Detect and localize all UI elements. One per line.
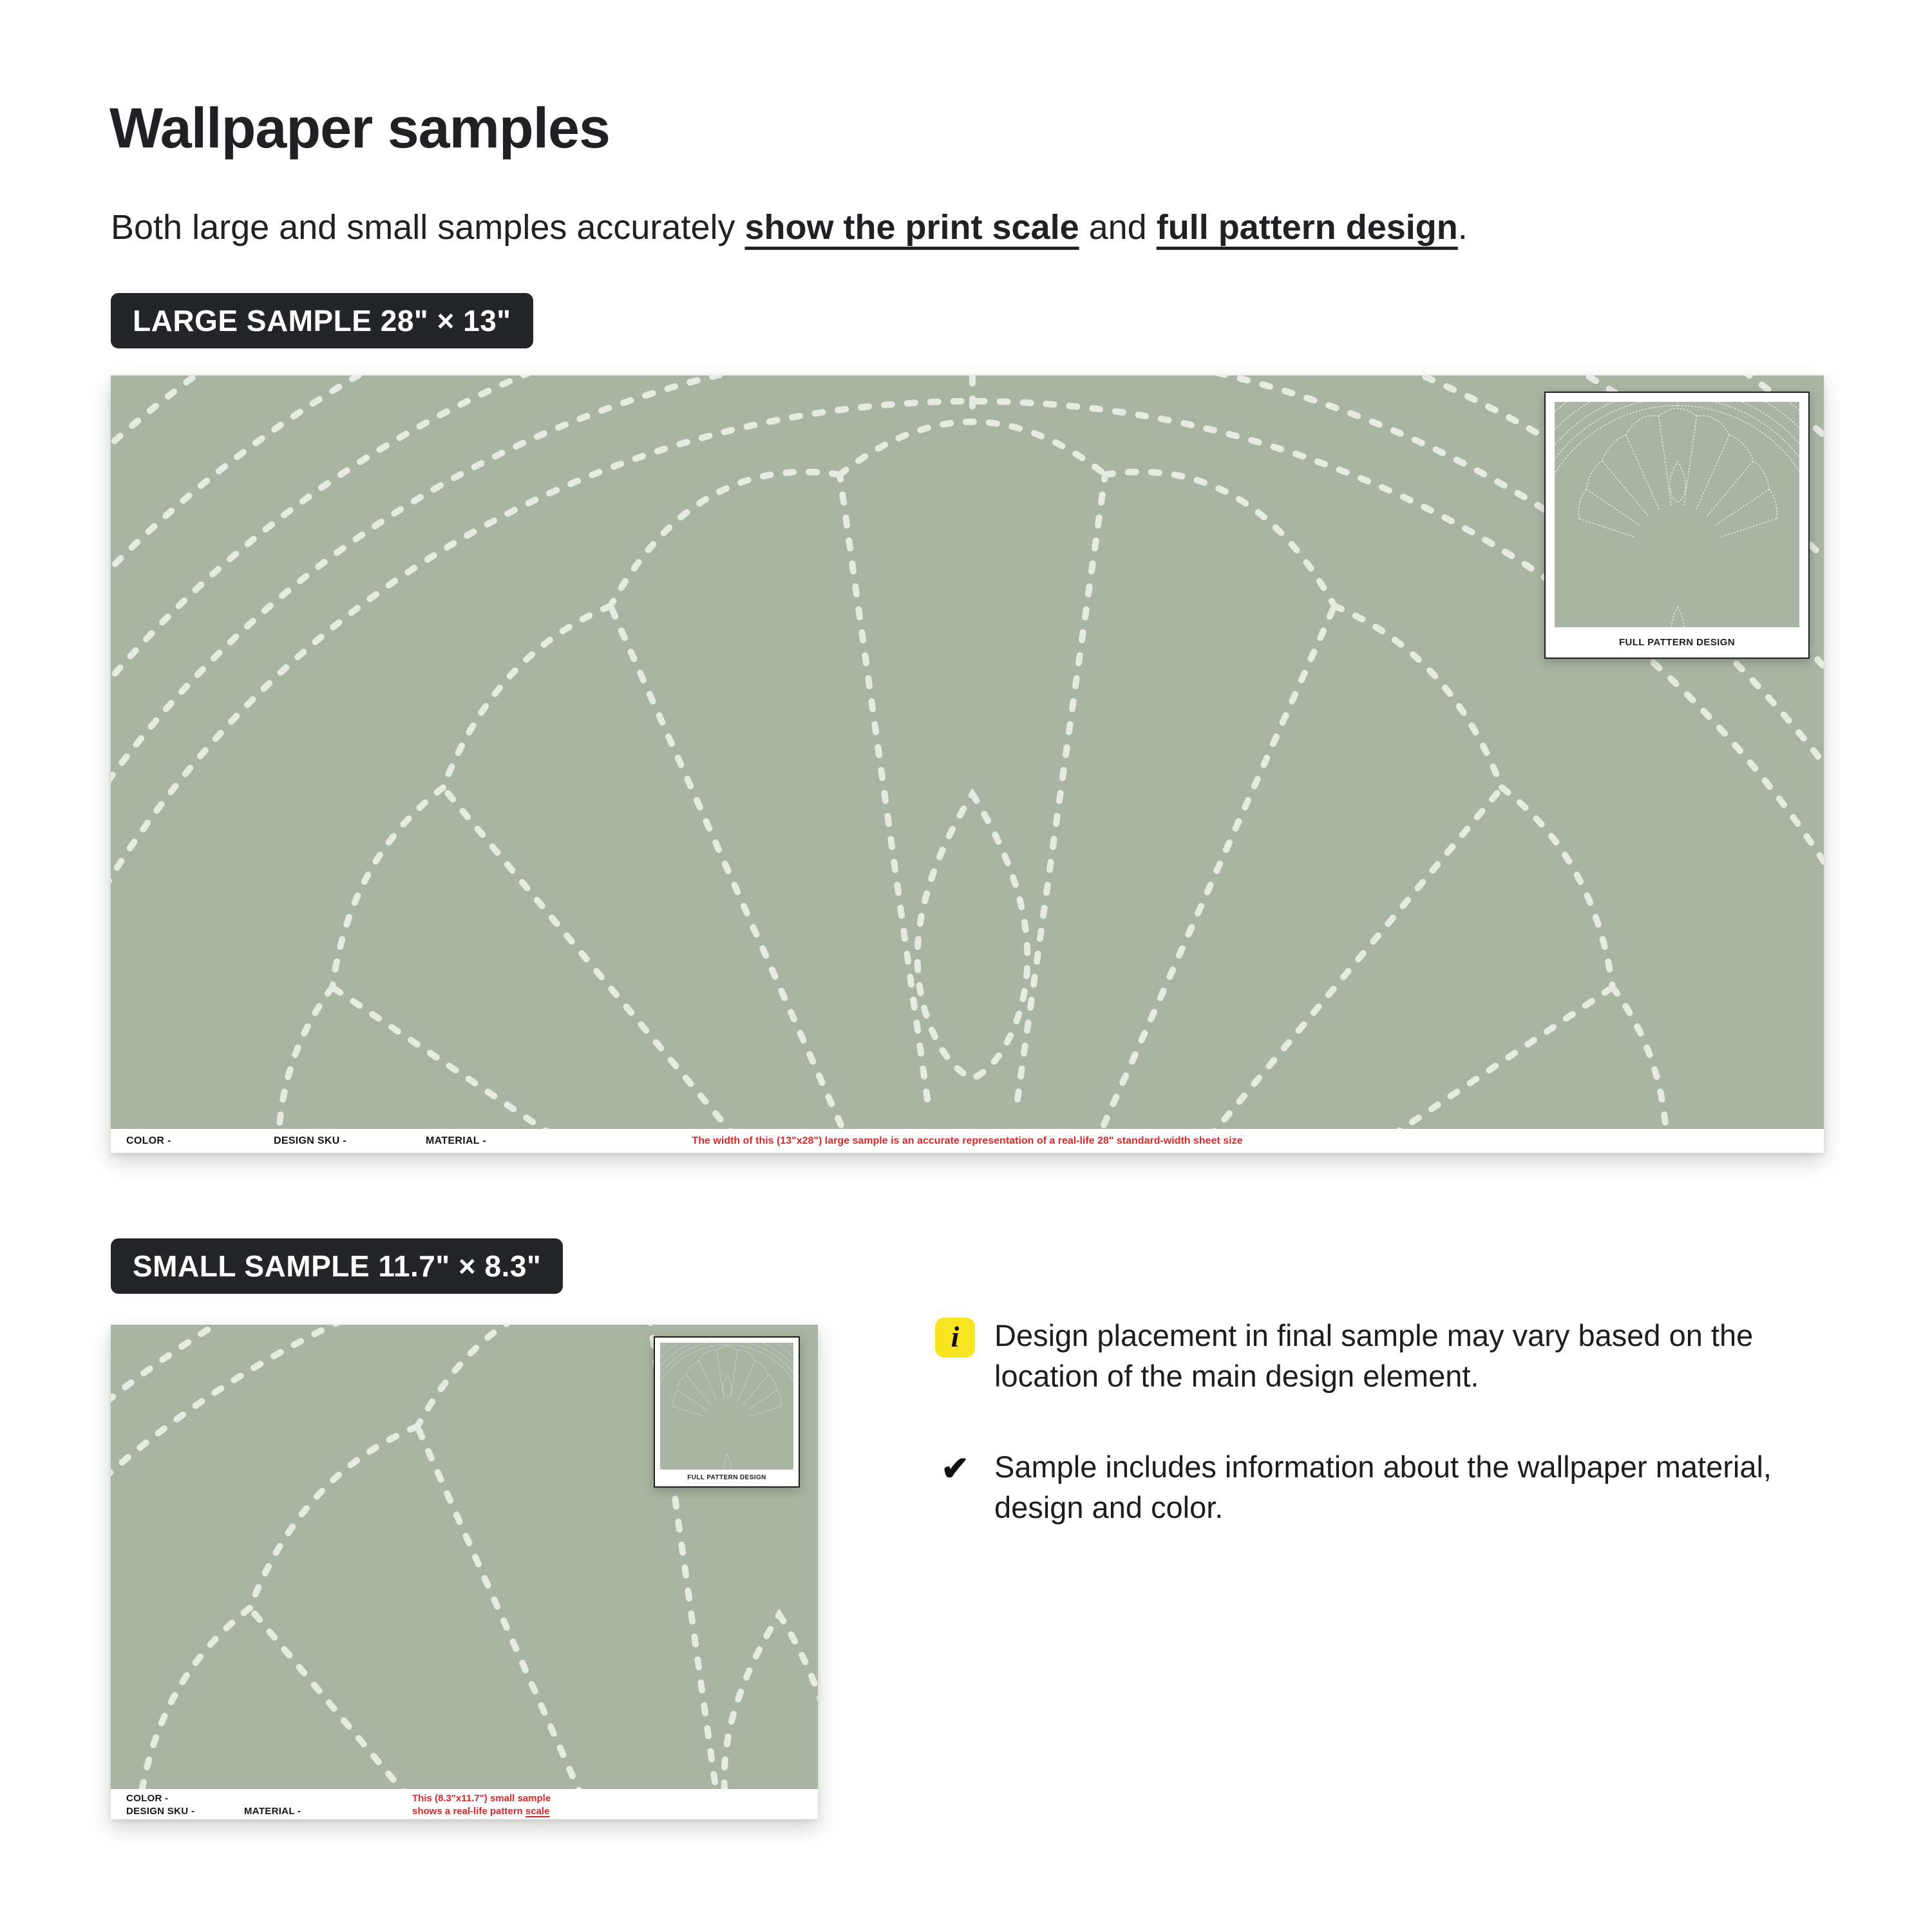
note-text: Design placement in final sample may vary based on the location of the main design element. [994, 1318, 1754, 1393]
note-text: Sample includes information about the wallpaper material, design and color. [994, 1450, 1772, 1524]
notes-column [935, 1315, 1837, 1578]
large-sample-badge: LARGE SAMPLE 28" × 13" [111, 293, 533, 348]
info-icon: i [935, 1318, 975, 1358]
color-label: COLOR - [126, 1793, 169, 1804]
subtitle-text: . [1457, 208, 1468, 247]
small-sample-footer [111, 1789, 818, 1819]
color-label: COLOR - [126, 1135, 171, 1146]
check-icon: ✔ [941, 1450, 969, 1488]
small-sample-badge: SMALL SAMPLE 11.7" × 8.3" [111, 1238, 563, 1294]
large-sample-footer [111, 1129, 1824, 1153]
small-sample-inset-card [654, 1336, 800, 1488]
large-sample-sheet [111, 375, 1824, 1153]
design-sku-label: DESIGN SKU - [274, 1135, 346, 1146]
underlined-word: scale [525, 1806, 550, 1817]
note-item-placement [935, 1315, 1837, 1396]
small-sample-note-line2: shows a real-life pattern scale [412, 1806, 550, 1817]
large-sample-inset-card [1544, 392, 1810, 659]
inset-caption: FULL PATTERN DESIGN [687, 1474, 766, 1481]
subtitle-emphasis-print-scale: show the print scale [744, 208, 1079, 247]
material-label: MATERIAL - [426, 1135, 486, 1146]
page-subtitle [111, 207, 1468, 247]
subtitle-emphasis-pattern-design: full pattern design [1156, 208, 1458, 247]
full-pattern-thumbnail [1555, 402, 1799, 627]
small-sample-sheet [111, 1325, 818, 1819]
design-sku-label: DESIGN SKU - [126, 1806, 195, 1817]
material-label: MATERIAL - [244, 1806, 301, 1817]
subtitle-text: and [1079, 208, 1157, 247]
note-item-sample-info [935, 1446, 1837, 1528]
inset-caption: FULL PATTERN DESIGN [1618, 637, 1736, 648]
full-pattern-thumbnail [660, 1343, 793, 1470]
page-title: Wallpaper samples [109, 96, 610, 160]
large-sample-note: The width of this (13"x28") large sample is an accurate representation of a real-life 28" standard-width sheet size [692, 1135, 1243, 1146]
subtitle-text: Both large and small samples accurately [111, 208, 745, 247]
small-sample-note-line1: This (8.3"x11.7") small sample [412, 1793, 551, 1804]
